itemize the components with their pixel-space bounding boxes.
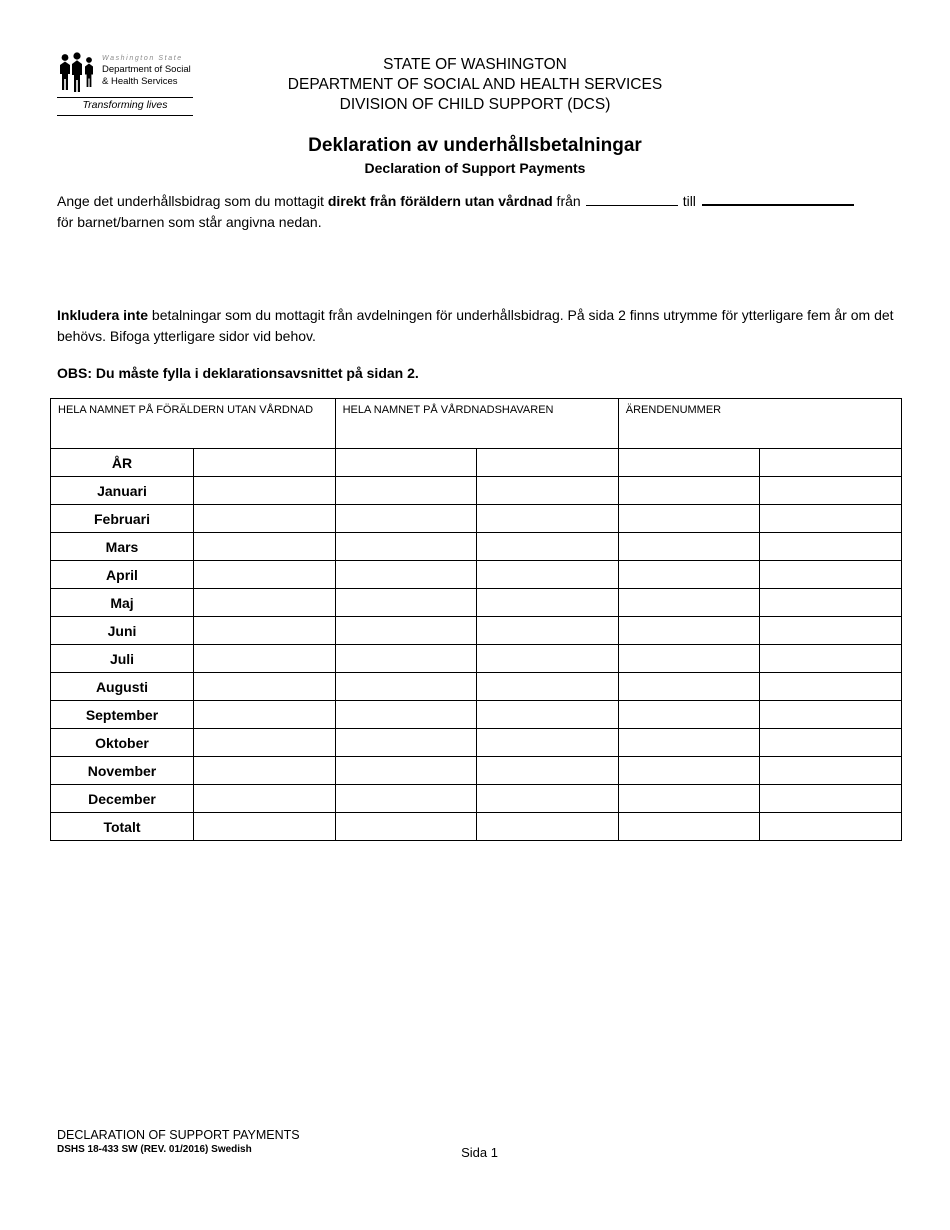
table-cell[interactable]	[760, 645, 902, 673]
dshs-family-figures-icon	[57, 52, 97, 94]
table-cell[interactable]	[618, 673, 760, 701]
table-cell[interactable]	[618, 561, 760, 589]
row-label: Juni	[51, 617, 194, 645]
table-cell[interactable]	[335, 645, 477, 673]
col-header-custodian-name: HELA NAMNET PÅ VÅRDNADSHAVAREN	[335, 399, 618, 449]
table-cell[interactable]	[335, 757, 477, 785]
page-title: Deklaration av underhållsbetalningar	[308, 135, 642, 156]
page-footer	[57, 1128, 902, 1160]
agency-line-state: STATE OF WASHINGTON	[383, 56, 567, 73]
table-cell[interactable]	[760, 617, 902, 645]
table-cell[interactable]	[335, 617, 477, 645]
date-from-field[interactable]	[586, 190, 678, 206]
table-cell[interactable]	[335, 729, 477, 757]
table-row-july	[51, 645, 902, 673]
intro-bold: direkt från föräldern utan vårdnad	[327, 193, 553, 209]
table-cell[interactable]	[194, 477, 336, 505]
table-cell[interactable]	[194, 561, 336, 589]
note-rest: betalningar som du mottagit från avdelningen för underhållsbidrag. På sida 2 finns utrymme för ytterligare fem år om det behövs. Bifoga ytterligare sidor vid behov.	[57, 307, 894, 344]
row-label: Februari	[51, 505, 194, 533]
table-row-january	[51, 477, 902, 505]
table-row-march	[51, 533, 902, 561]
logo-divider-bottom	[57, 115, 193, 116]
row-label: Mars	[51, 533, 194, 561]
table-cell[interactable]	[760, 533, 902, 561]
table-cell[interactable]	[760, 813, 902, 841]
footer-page-number: Sida 1	[461, 1145, 498, 1160]
agency-line-department: DEPARTMENT OF SOCIAL AND HEALTH SERVICES	[287, 76, 663, 93]
row-label: December	[51, 785, 194, 813]
table-row-may	[51, 589, 902, 617]
logo-state-name: Washington State	[102, 55, 183, 62]
note-paragraph	[0, 305, 950, 347]
row-label: Maj	[51, 589, 194, 617]
date-to-field[interactable]	[702, 189, 854, 206]
footer-form-number: DSHS 18-433 SW (REV. 01/2016) Swedish	[57, 1144, 252, 1155]
payments-table	[50, 398, 902, 841]
intro-till: till	[682, 193, 696, 209]
logo-dept-line1: Department of Social	[102, 64, 191, 75]
table-row-december	[51, 785, 902, 813]
row-label: Oktober	[51, 729, 194, 757]
table-cell[interactable]	[194, 645, 336, 673]
table-row-october	[51, 729, 902, 757]
table-cell[interactable]	[335, 673, 477, 701]
table-cell[interactable]	[194, 449, 336, 477]
table-cell[interactable]	[477, 561, 619, 589]
table-cell[interactable]	[194, 617, 336, 645]
intro-mid: från	[552, 193, 581, 209]
table-cell[interactable]	[618, 449, 760, 477]
table-cell[interactable]	[618, 505, 760, 533]
table-cell[interactable]	[477, 785, 619, 813]
row-label: Juli	[51, 645, 194, 673]
table-row-november	[51, 757, 902, 785]
table-cell[interactable]	[477, 813, 619, 841]
logo-dept-line2: & Health Services	[102, 75, 178, 87]
table-cell[interactable]	[477, 645, 619, 673]
table-cell[interactable]	[760, 701, 902, 729]
table-cell[interactable]	[335, 561, 477, 589]
row-label: Augusti	[51, 673, 194, 701]
table-cell[interactable]	[477, 617, 619, 645]
table-cell[interactable]	[477, 729, 619, 757]
row-label: November	[51, 757, 194, 785]
table-cell[interactable]	[194, 673, 336, 701]
table-cell[interactable]	[760, 561, 902, 589]
intro-paragraph	[0, 189, 950, 233]
table-cell[interactable]	[760, 505, 902, 533]
row-label: September	[51, 701, 194, 729]
table-cell[interactable]	[618, 533, 760, 561]
table-cell[interactable]	[618, 701, 760, 729]
table-cell[interactable]	[335, 589, 477, 617]
dshs-logo	[57, 52, 193, 116]
table-cell[interactable]	[760, 477, 902, 505]
table-cell[interactable]	[194, 589, 336, 617]
table-cell[interactable]	[760, 449, 902, 477]
table-cell[interactable]	[335, 505, 477, 533]
table-cell[interactable]	[618, 477, 760, 505]
intro-line2: för barnet/barnen som står angivna nedan.	[57, 214, 322, 230]
table-cell[interactable]	[760, 785, 902, 813]
obs-notice: OBS: Du måste fylla i deklarationsavsnittet på sidan 2.	[57, 365, 419, 381]
logo-tagline: Transforming lives	[82, 99, 168, 111]
table-cell[interactable]	[477, 701, 619, 729]
row-label: April	[51, 561, 194, 589]
table-row-year	[51, 449, 902, 477]
table-cell[interactable]	[194, 813, 336, 841]
table-row-june	[51, 617, 902, 645]
table-cell[interactable]	[477, 589, 619, 617]
table-cell[interactable]	[194, 785, 336, 813]
table-cell[interactable]	[194, 533, 336, 561]
table-cell[interactable]	[194, 757, 336, 785]
table-cell[interactable]	[335, 533, 477, 561]
table-header-row	[51, 399, 902, 449]
table-cell[interactable]	[618, 617, 760, 645]
footer-document-title: DECLARATION OF SUPPORT PAYMENTS	[57, 1128, 300, 1142]
page-subtitle: Declaration of Support Payments	[364, 160, 586, 176]
table-row-august	[51, 673, 902, 701]
table-cell[interactable]	[477, 477, 619, 505]
table-cell[interactable]	[477, 673, 619, 701]
table-cell[interactable]	[618, 757, 760, 785]
table-cell[interactable]	[335, 449, 477, 477]
table-cell[interactable]	[194, 701, 336, 729]
table-cell[interactable]	[618, 813, 760, 841]
row-label: ÅR	[51, 449, 194, 477]
table-cell[interactable]	[335, 813, 477, 841]
col-header-noncustodial-parent-name: HELA NAMNET PÅ FÖRÄLDERN UTAN VÅRDNAD	[51, 399, 336, 449]
table-cell[interactable]	[477, 449, 619, 477]
table-row-total	[51, 813, 902, 841]
table-cell[interactable]	[477, 757, 619, 785]
table-cell[interactable]	[335, 701, 477, 729]
table-cell[interactable]	[760, 729, 902, 757]
table-cell[interactable]	[194, 729, 336, 757]
table-row-april	[51, 561, 902, 589]
table-cell[interactable]	[335, 785, 477, 813]
table-cell[interactable]	[618, 729, 760, 757]
intro-lead: Ange det underhållsbidrag som du mottagit	[57, 193, 328, 209]
col-header-case-number: ÄRENDENUMMER	[618, 399, 901, 449]
table-cell[interactable]	[477, 533, 619, 561]
agency-line-division: DIVISION OF CHILD SUPPORT (DCS)	[339, 96, 611, 113]
table-cell[interactable]	[335, 477, 477, 505]
table-row-september	[51, 701, 902, 729]
note-bold: Inkludera inte	[57, 307, 149, 323]
table-cell[interactable]	[760, 757, 902, 785]
table-cell[interactable]	[760, 673, 902, 701]
table-cell[interactable]	[760, 589, 902, 617]
table-row-february	[51, 505, 902, 533]
table-cell[interactable]	[618, 645, 760, 673]
table-cell[interactable]	[477, 505, 619, 533]
row-label: Totalt	[51, 813, 194, 841]
table-cell[interactable]	[618, 785, 760, 813]
table-cell[interactable]	[618, 589, 760, 617]
table-cell[interactable]	[194, 505, 336, 533]
row-label: Januari	[51, 477, 194, 505]
